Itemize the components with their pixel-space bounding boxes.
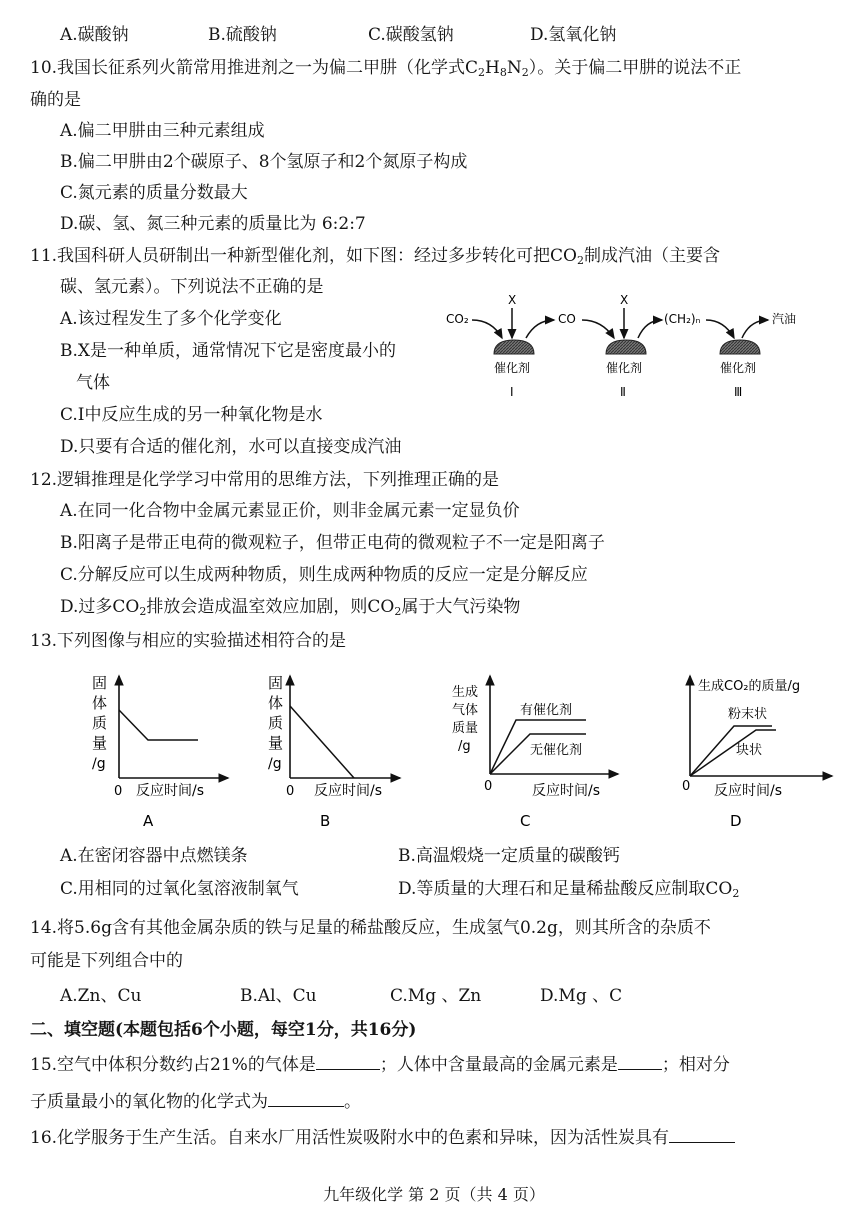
graph-a-xlabel: 反应时间/s bbox=[136, 783, 205, 799]
q12-d-pre: D.过多CO bbox=[60, 597, 140, 617]
q10-option-b: B.偏二甲肼由2个碳原子、8个氢原子和2个氮原子构成 bbox=[60, 152, 468, 172]
graph-b-caption: B bbox=[320, 812, 331, 830]
catalyst-label-2: 催化剂 bbox=[606, 361, 643, 375]
q9-option-c: C.碳酸氢钠 bbox=[368, 25, 454, 45]
q14-option-a: A.Zn、Cu bbox=[60, 986, 142, 1006]
page-footer: 九年级化学 第 2 页（共 4 页） bbox=[323, 1185, 545, 1204]
q14-options bbox=[0, 985, 868, 1007]
subscript: 2 bbox=[478, 66, 486, 79]
q15-line1 bbox=[30, 1054, 730, 1076]
q9-options bbox=[0, 24, 868, 46]
catalyst-dome-3 bbox=[720, 340, 760, 354]
subscript: 2 bbox=[394, 605, 402, 618]
subscript: 2 bbox=[576, 254, 584, 267]
q14-line2: 可能是下列组合中的 bbox=[30, 951, 183, 971]
q12-option-d bbox=[60, 596, 520, 623]
graph-a-curve bbox=[119, 710, 198, 740]
catalyst-label-3: 催化剂 bbox=[720, 361, 757, 375]
roman-1: Ⅰ bbox=[510, 385, 514, 399]
q11-stem-post: 制成汽油（主要含 bbox=[583, 246, 720, 266]
q9-option-b: B.硫酸钠 bbox=[208, 25, 277, 45]
section-fill-in-heading: 二、填空题(本题包括6个小题，每空1分，共16分) bbox=[30, 1020, 417, 1040]
graph-a-ylabel-2: 体 bbox=[92, 694, 108, 712]
graph-d bbox=[672, 668, 862, 834]
graph-b-ylabel-2: 体 bbox=[268, 694, 284, 712]
q11-option-b-line1: B.X是一种单质，通常情况下它是密度最小的 bbox=[60, 341, 396, 361]
q15-line2-text: 子质量最小的氧化物的化学式为 bbox=[30, 1092, 268, 1112]
q13-d-pre: D.等质量的大理石和足量稀盐酸反应制取CO bbox=[398, 879, 733, 899]
graph-c-label-no-catalyst: 无催化剂 bbox=[530, 743, 583, 758]
q15-part2: ；人体中含量最高的金属元素是 bbox=[379, 1055, 618, 1075]
q12-option-a: A.在同一化合物中金属元素显正价，则非金属元素一定显负价 bbox=[60, 501, 520, 521]
graph-a bbox=[88, 668, 238, 834]
graph-d-origin: 0 bbox=[682, 779, 691, 794]
q10-stem-pre: 10.我国长征系列火箭常用推进剂之一为偏二甲肼（化学式C bbox=[30, 58, 479, 78]
graph-a-ylabel-4: 量 bbox=[92, 734, 108, 752]
subscript: 2 bbox=[521, 66, 529, 79]
graph-c-xlabel: 反应时间/s bbox=[532, 783, 601, 799]
arrow-co-in bbox=[582, 320, 614, 338]
catalyst-process-diagram bbox=[440, 290, 830, 410]
label-ch2n: (CH₂)ₙ bbox=[664, 312, 701, 326]
graph-b-origin: 0 bbox=[286, 784, 295, 799]
graph-a-caption: A bbox=[143, 812, 154, 830]
q11-stem-line2: 碳、氢元素）。下列说法不正确的是 bbox=[60, 277, 324, 297]
answer-blank[interactable] bbox=[618, 1055, 662, 1070]
q10-option-a: A.偏二甲肼由三种元素组成 bbox=[60, 121, 265, 141]
q13-option-a: A.在密闭容器中点燃镁条 bbox=[60, 846, 248, 866]
q15-part1: 15.空气中体积分数约占21%的气体是 bbox=[30, 1055, 316, 1075]
graph-c-origin: 0 bbox=[484, 779, 493, 794]
graph-b-ylabel-3: 质 bbox=[268, 714, 284, 732]
graph-c bbox=[446, 668, 626, 834]
graph-a-ylabel-5: /g bbox=[92, 756, 106, 772]
graph-d-ylabel: 生成CO₂的质量/g bbox=[698, 679, 801, 694]
q16-line bbox=[30, 1127, 735, 1149]
graph-c-label-catalyst: 有催化剂 bbox=[520, 703, 573, 718]
label-x-1: X bbox=[508, 293, 517, 307]
q12-option-b: B.阳离子是带正电荷的微观粒子，但带正电荷的微观粒子不一定是阳离子 bbox=[60, 533, 605, 553]
q11-stem-pre: 11.我国科研人员研制出一种新型催化剂，如下图：经过多步转化可把CO bbox=[30, 246, 577, 266]
graph-c-ylabel-4: /g bbox=[458, 739, 471, 754]
q10-option-d: D.碳、氢、氮三种元素的质量比为 6:2:7 bbox=[60, 214, 366, 234]
arrow-co2-in bbox=[472, 320, 502, 338]
graph-a-origin: 0 bbox=[114, 784, 123, 799]
graph-c-caption: C bbox=[520, 812, 531, 830]
q16-text: 16.化学服务于生产生活。自来水厂用活性炭吸附水中的色素和异味，因为活性炭具有 bbox=[30, 1128, 670, 1148]
q15-line2 bbox=[30, 1091, 361, 1113]
q11-option-b-line2: 气体 bbox=[76, 373, 110, 393]
q15-part3: ；相对分 bbox=[661, 1055, 730, 1075]
roman-2: Ⅱ bbox=[620, 385, 626, 399]
formula-h: H bbox=[485, 58, 500, 78]
q14-option-c: C.Mg 、Zn bbox=[390, 986, 482, 1006]
q10-stem-post: ）。关于偏二甲肼的说法不正 bbox=[528, 58, 742, 78]
q10-option-c: C.氮元素的质量分数最大 bbox=[60, 183, 248, 203]
catalyst-label-1: 催化剂 bbox=[494, 361, 531, 375]
q11-option-a: A.该过程发生了多个化学变化 bbox=[60, 309, 282, 329]
catalyst-dome-1 bbox=[494, 340, 534, 354]
subscript: 2 bbox=[139, 605, 147, 618]
answer-blank[interactable] bbox=[316, 1055, 380, 1070]
q15-end: 。 bbox=[344, 1092, 361, 1112]
q12-d-mid: 排放会造成温室效应加剧，则CO bbox=[146, 597, 395, 617]
q10-stem-line2: 确的是 bbox=[30, 90, 81, 110]
q11-option-c: C.Ⅰ中反应生成的另一种氧化物是水 bbox=[60, 405, 323, 425]
q12-d-post: 属于大气污染物 bbox=[401, 597, 521, 617]
arrow-gas-out bbox=[742, 320, 768, 338]
arrow-ch2-out bbox=[638, 320, 662, 338]
label-co: CO bbox=[558, 312, 576, 326]
graph-d-xlabel: 反应时间/s bbox=[714, 783, 783, 799]
subscript: 8 bbox=[499, 66, 507, 79]
q14-option-b: B.Al、Cu bbox=[240, 986, 317, 1006]
graph-b-xlabel: 反应时间/s bbox=[314, 783, 383, 799]
q14-line1: 14.将5.6g含有其他金属杂质的铁与足量的稀盐酸反应，生成氢气0.2g，则其所含的杂质不 bbox=[30, 918, 711, 938]
graph-b-curve bbox=[290, 706, 354, 778]
graph-c-ylabel-3: 质量 bbox=[452, 721, 479, 736]
q10-stem-line1 bbox=[30, 57, 741, 84]
subscript: 2 bbox=[732, 887, 740, 900]
graph-d-label-powder: 粉末状 bbox=[728, 707, 768, 722]
graph-d-caption: D bbox=[730, 812, 742, 830]
q14-option-d: D.Mg 、C bbox=[540, 986, 623, 1006]
arrow-co-out bbox=[526, 320, 554, 338]
graph-c-ylabel-1: 生成 bbox=[452, 685, 479, 700]
q13-option-d bbox=[398, 878, 739, 905]
answer-blank[interactable] bbox=[669, 1128, 735, 1143]
formula-n: N bbox=[506, 58, 522, 78]
label-x-2: X bbox=[620, 293, 629, 307]
q13-stem: 13.下列图像与相应的实验描述相符合的是 bbox=[30, 631, 347, 651]
q13-option-b: B.高温煅烧一定质量的碳酸钙 bbox=[398, 846, 620, 866]
label-co2: CO₂ bbox=[446, 312, 469, 326]
q9-option-a: A.碳酸钠 bbox=[60, 25, 129, 45]
q11-stem-line1 bbox=[30, 245, 720, 272]
graph-a-ylabel-3: 质 bbox=[92, 714, 108, 732]
q11-option-d: D.只要有合适的催化剂，水可以直接变成汽油 bbox=[60, 437, 402, 457]
graph-d-label-block: 块状 bbox=[736, 743, 763, 758]
q9-option-d: D.氢氧化钠 bbox=[530, 25, 617, 45]
catalyst-dome-2 bbox=[606, 340, 646, 354]
q13-option-c: C.用相同的过氧化氢溶液制氧气 bbox=[60, 879, 299, 899]
arrow-ch2-in bbox=[706, 320, 734, 338]
label-gasoline: 汽油 bbox=[772, 312, 797, 326]
graph-c-ylabel-2: 气体 bbox=[452, 703, 479, 718]
q12-option-c: C.分解反应可以生成两种物质，则生成两种物质的反应一定是分解反应 bbox=[60, 565, 588, 585]
graph-a-ylabel-1: 固 bbox=[92, 674, 108, 692]
roman-3: Ⅲ bbox=[734, 385, 743, 399]
q12-stem: 12.逻辑推理是化学学习中常用的思维方法，下列推理正确的是 bbox=[30, 470, 500, 490]
graph-b bbox=[262, 668, 412, 834]
answer-blank[interactable] bbox=[268, 1092, 344, 1107]
graph-b-ylabel-4: 量 bbox=[268, 734, 284, 752]
graph-b-ylabel-1: 固 bbox=[268, 674, 284, 692]
graph-d-line-block bbox=[690, 730, 776, 776]
graph-b-ylabel-5: /g bbox=[268, 756, 282, 772]
